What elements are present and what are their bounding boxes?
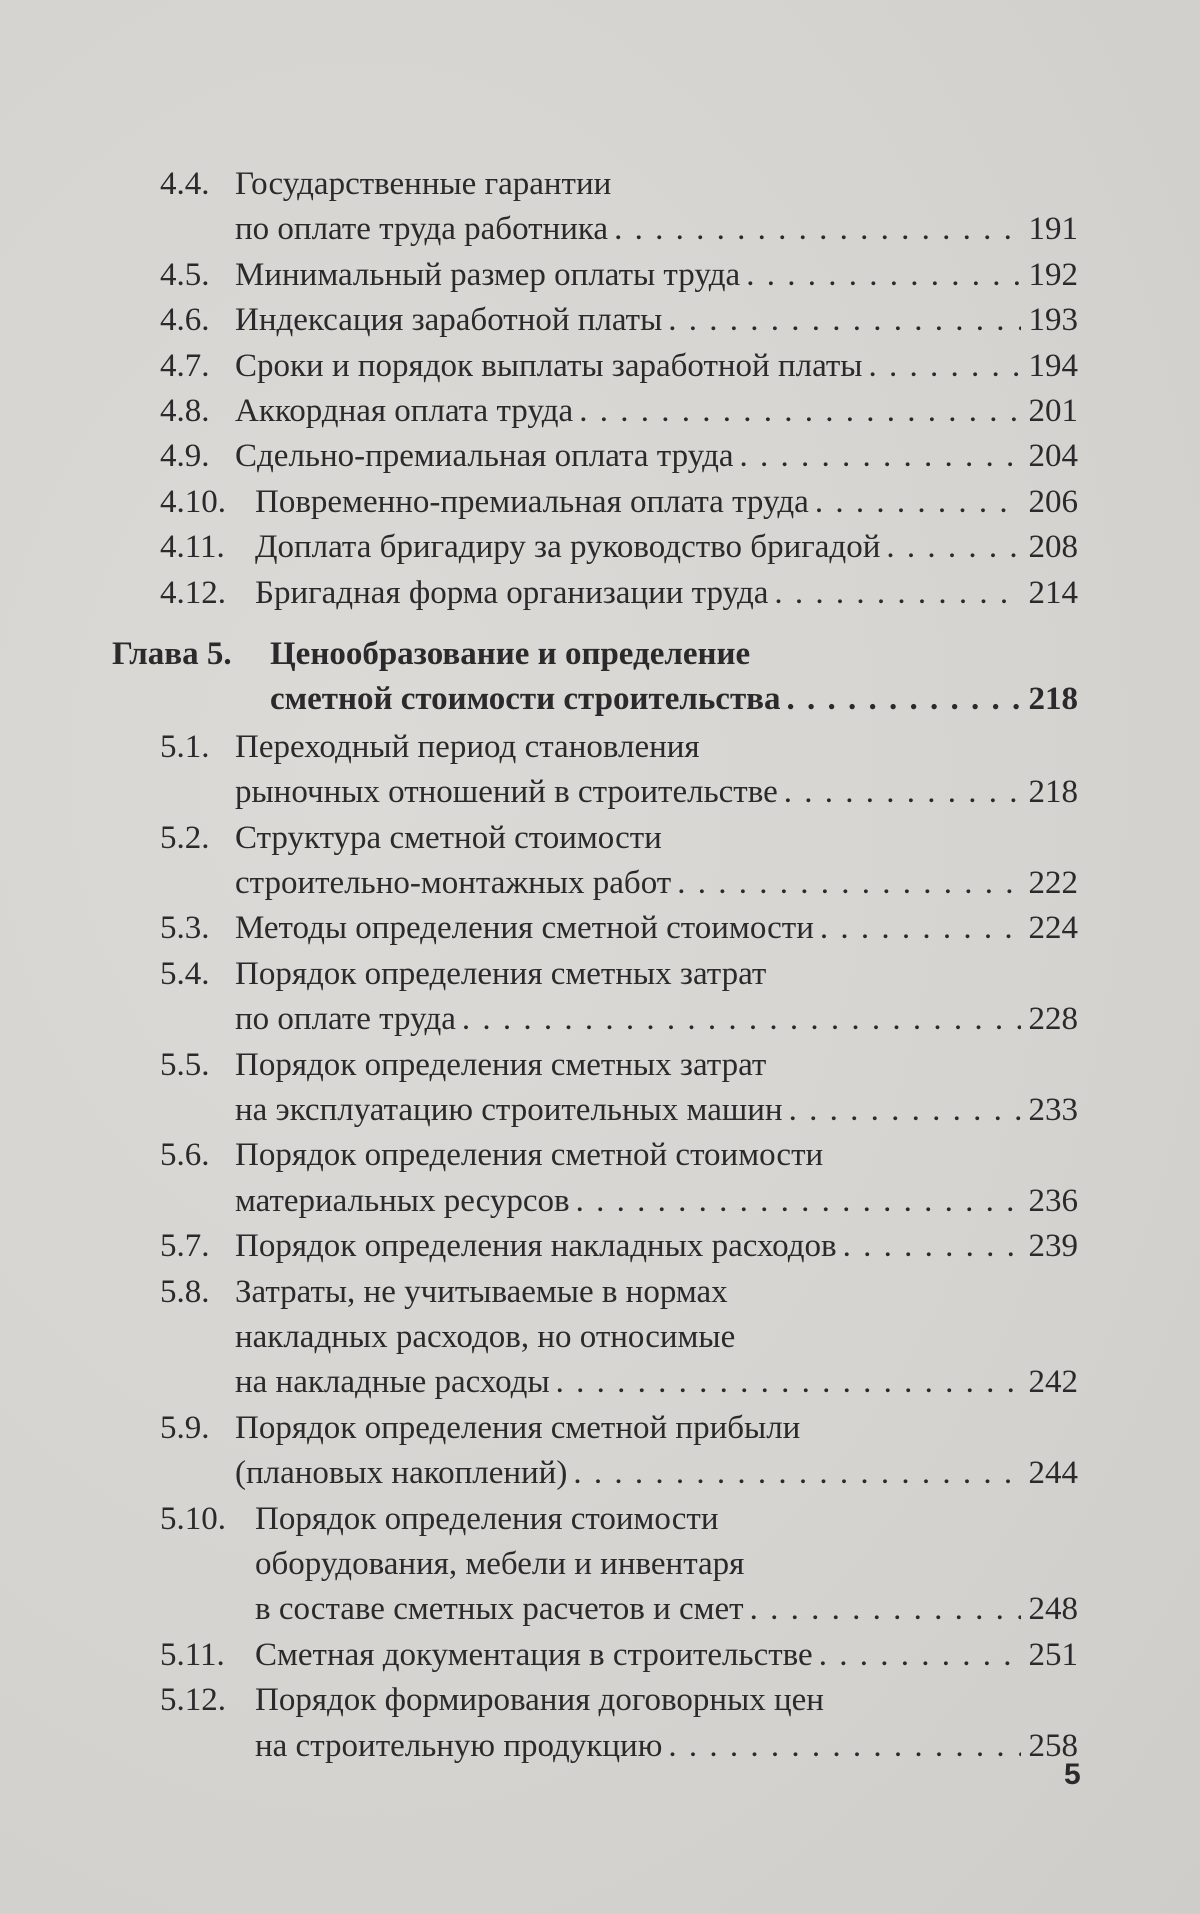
toc-entry-line [235,997,1078,1041]
entry-title: в составе сметных расчетов и смет [255,1591,744,1628]
entry-title: Минимальный размер оплаты труда [235,256,741,293]
toc-entry-line [160,1043,1078,1087]
leader-dots [462,997,1021,1041]
toc-entry-line [160,1678,1078,1722]
entry-title: на строительную продукцию [255,1727,663,1764]
toc-entry-line [235,1451,1078,1495]
section-number: 4.12. [160,574,226,611]
entry-title: строительно-монтажных работ [235,865,672,901]
page-ref: 214 [1028,574,1078,611]
entry-title: Ценообразование и определение [270,636,751,672]
leader-dots [668,1724,1020,1768]
toc-entry-line [160,1633,1078,1677]
page-ref: 204 [1028,438,1078,475]
leader-dots [573,1451,1020,1495]
toc-entry-line [235,861,1078,905]
toc-entry-line [235,207,1078,251]
leader-dots [886,525,1020,569]
section-number: 5.8. [160,1273,210,1310]
entry-title: Порядок определения сметных затрат [235,955,767,992]
page-number: 5 [1064,1758,1081,1791]
page-ref: 233 [1028,1092,1078,1128]
section-number: 5.12. [160,1682,226,1719]
entry-title: Сдельно-премиальная оплата труда [235,438,734,475]
entry-title: Повременно-премиальная оплата труда [255,483,809,520]
leader-dots [579,389,1020,433]
entry-title: Порядок определения сметной стоимости [235,1137,824,1174]
leader-dots [740,434,1021,478]
entry-title: Государственные гарантии [235,166,612,202]
page-ref: 192 [1028,256,1078,293]
section-number: 5.9. [160,1409,210,1446]
section-number: 4.7. [160,347,210,384]
page-ref: 251 [1028,1636,1078,1673]
entry-title: Индексация заработной платы [235,302,663,339]
toc-entry-line [255,1724,1078,1768]
entry-title: Сроки и порядок выплаты заработной платы [235,347,863,384]
leader-dots [787,677,1021,721]
toc-entry-line [160,389,1078,433]
entry-title: на эксплуатацию строительных машин [235,1092,783,1128]
section-number: 5.1. [160,728,210,765]
section-number: 4.4. [160,166,210,202]
section-number: 4.10. [160,483,226,520]
entry-title: Порядок формирования договорных цен [255,1682,824,1719]
toc-entry-line [235,1088,1078,1132]
entry-title: накладных расходов, но относимые [235,1319,736,1355]
toc-entry-line [160,480,1078,524]
entry-title: Бригадная форма организации труда [255,574,769,611]
entry-title: Методы определения сметной стоимости [235,910,814,947]
page-ref: 206 [1028,483,1078,520]
leader-dots [576,1179,1021,1223]
leader-dots [746,253,1020,297]
entry-title: Доплата бригадиру за руководство бригадой [255,529,881,566]
page-ref: 248 [1028,1591,1078,1628]
entry-title: (плановых накоплений) [235,1455,568,1492]
entry-title: Порядок определения накладных расходов [235,1228,837,1265]
leader-dots [750,1587,1021,1631]
leader-dots [556,1360,1021,1404]
chapter-heading-line [112,632,1078,676]
toc-entry-line [160,525,1078,569]
entry-title: Переходный период становления [235,728,700,765]
toc-entry-line [235,1315,1078,1359]
leader-dots [843,1224,1021,1268]
toc-entry-line [235,1179,1078,1223]
toc-entry-line [160,1224,1078,1268]
entry-title: рыночных отношений в строительстве [235,774,778,811]
page-ref: 218 [1028,681,1078,718]
toc-entry-line [160,162,1078,206]
section-number: 4.6. [160,302,210,339]
section-number: 5.2. [160,819,210,856]
section-number: 4.8. [160,393,210,429]
page-ref: 218 [1028,774,1078,811]
leader-dots [819,1633,1021,1677]
page-ref: 193 [1028,302,1078,339]
page-ref: 208 [1028,529,1078,566]
page-ref: 236 [1028,1182,1078,1219]
section-number: 5.4. [160,955,210,992]
section-number: 5.6. [160,1137,210,1174]
toc-entry-line [255,1587,1078,1631]
leader-dots [789,1088,1021,1132]
toc-entry-line [160,1406,1078,1450]
toc-entry-line [160,344,1078,388]
section-number: 5.5. [160,1046,210,1083]
leader-dots [677,861,1020,905]
entry-title: на накладные расходы [235,1364,550,1401]
entry-title: материальных ресурсов [235,1182,570,1219]
section-number: 4.11. [160,529,225,566]
toc-entry-line [160,952,1078,996]
section-number: 4.9. [160,438,210,475]
page-ref: 244 [1028,1455,1078,1492]
leader-dots [774,571,1020,615]
page-ref: 201 [1028,393,1078,429]
section-number: 4.5. [160,256,210,293]
toc-entry-line [160,253,1078,297]
leader-dots [868,344,1020,388]
toc-entry-line [160,1133,1078,1177]
section-number: 5.3. [160,910,210,947]
entry-title: оборудования, мебели и инвентаря [255,1546,745,1582]
toc-entry-line [160,906,1078,950]
toc-entry-line [255,1542,1078,1586]
entry-title: Порядок определения сметной прибыли [235,1409,801,1446]
entry-title: Аккордная оплата труда [235,393,574,429]
toc-entry-line [160,816,1078,860]
section-number: 5.10. [160,1500,226,1537]
toc-entry-line [160,1497,1078,1541]
page-ref: 228 [1028,1001,1078,1038]
page-ref: 239 [1028,1228,1078,1265]
chapter-heading-line [270,677,1078,721]
page-ref: 242 [1028,1364,1078,1401]
page-ref: 224 [1028,910,1078,947]
entry-title: по оплате труда [235,1001,456,1038]
entry-title: сметной стоимости строительства [270,681,781,718]
entry-title: Затраты, не учитываемые в нормах [235,1273,728,1310]
section-number: 5.7. [160,1228,210,1265]
toc-entry-line [160,571,1078,615]
leader-dots [668,298,1020,342]
entry-title: Структура сметной стоимости [235,819,662,856]
leader-dots [614,207,1020,251]
toc-entry-line [235,1360,1078,1404]
page-ref: 258 [1028,1727,1078,1764]
leader-dots [820,906,1021,950]
entry-title: Порядок определения стоимости [255,1500,719,1537]
toc-entry-line [160,1270,1078,1314]
leader-dots [784,770,1021,814]
entry-title: Порядок определения сметных затрат [235,1046,767,1083]
toc-entry-line [160,725,1078,769]
toc-entry-line [235,770,1078,814]
leader-dots [815,480,1021,524]
chapter-number: Глава 5. [112,636,232,672]
page-ref: 191 [1028,211,1078,248]
page-ref: 222 [1028,865,1078,901]
page-ref: 194 [1028,347,1078,384]
toc-entry-line [160,298,1078,342]
entry-title: Сметная документация в строительстве [255,1636,813,1673]
toc-entry-line [160,434,1078,478]
section-number: 5.11. [160,1636,225,1673]
entry-title: по оплате труда работника [235,211,609,248]
